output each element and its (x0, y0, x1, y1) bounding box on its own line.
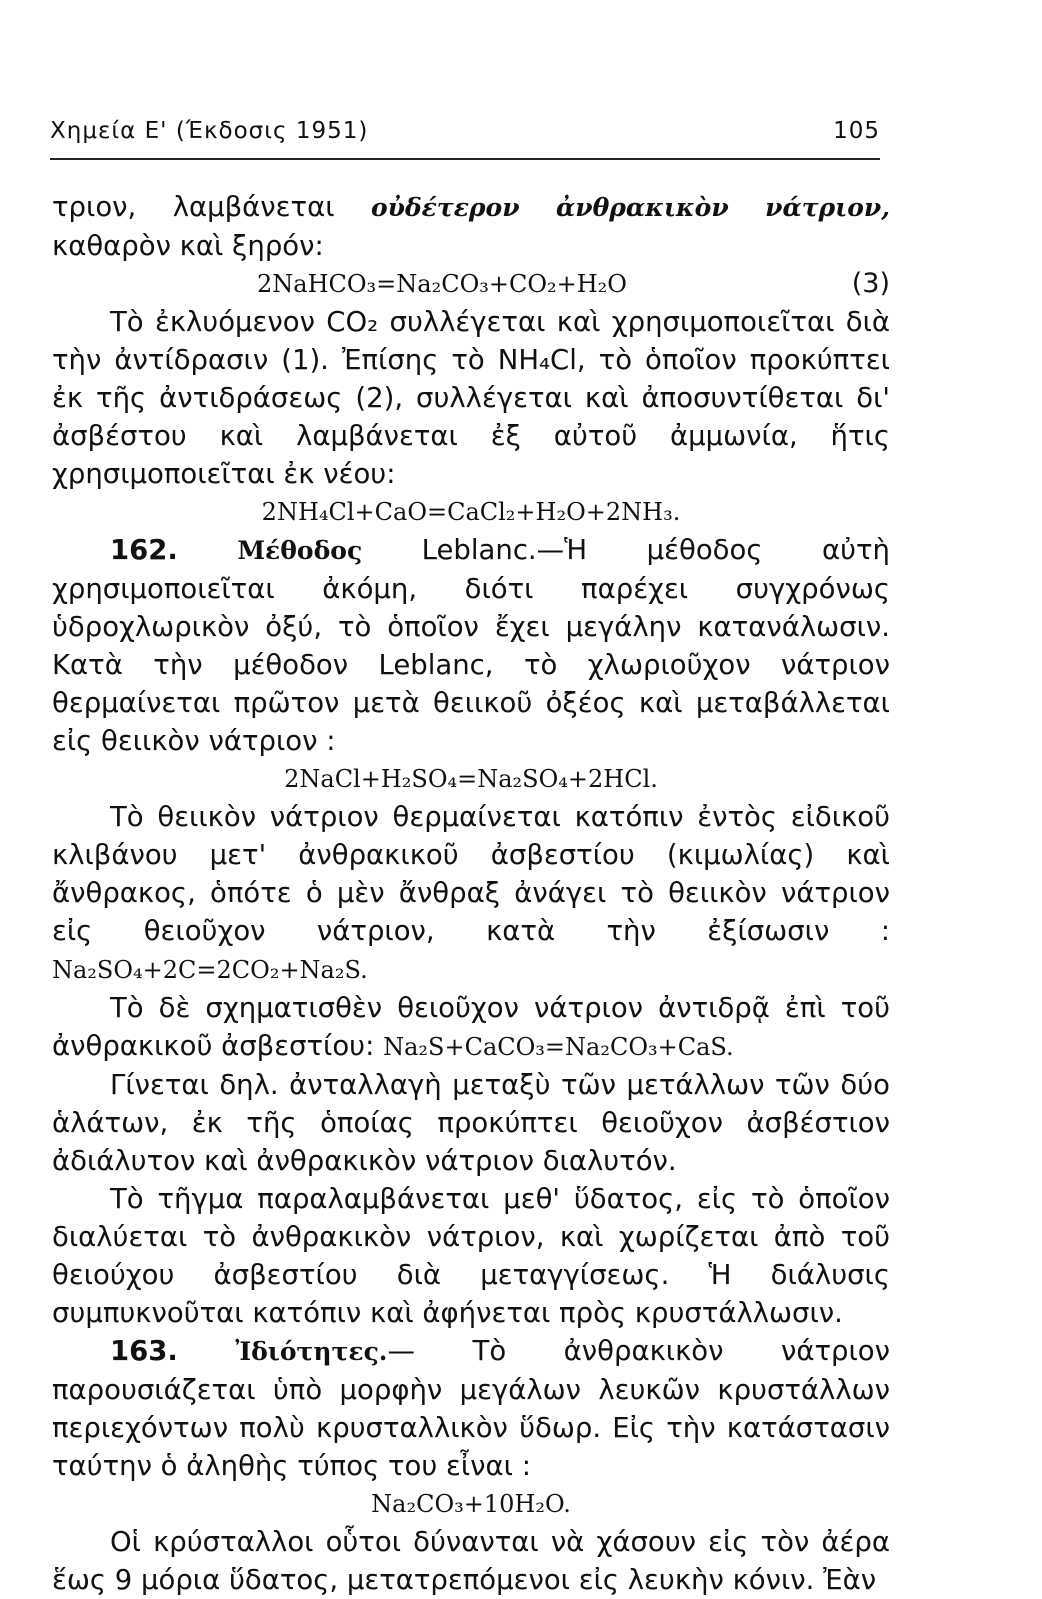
equation-decahydrate: Na₂CO₃+10H₂O. (371, 1490, 571, 1518)
paragraph-exchange: Γίνεται δηλ. ἀνταλλαγὴ μεταξὺ τῶν μετάλλων τῶν δύο ἁλάτων, ἐκ τῆς ὁποίας προκύπτει θειοῦχον ἀσβέστιον ἀδιάλυτον καὶ ἀνθρακικὸν νάτριον διαλυτόν. (52, 1069, 890, 1177)
inline-equation: Na₂SO₄+2C=2CO₂+Na₂S. (52, 956, 368, 984)
header-rule (50, 158, 880, 160)
paragraph-melt: Τὸ τῆγμα παραλαμβάνεται μεθ' ὕδατος, εἰς τὸ ὁποῖον διαλύεται τὸ ἀνθρακικὸν νάτριον, καὶ χωρίζεται ἀπὸ τοῦ θειούχου ἀσβεστίου διὰ μεταγγίσεως. Ἡ διάλυσις συμπυκνοῦται κατόπιν καὶ ἀφήνεται πρὸς κρυστάλλωσιν. (52, 1183, 890, 1329)
paragraph-crystals: Οἱ κρύσταλλοι οὗτοι δύνανται νὰ χάσουν εἰς τὸν ἀέρα ἕως 9 μόρια ὕδατος, μετατρεπόμενοι εἰς λευκὴν κόνιν. Ἐὰν (52, 1526, 890, 1596)
section-163: 163. Ἰδιότητες.— Τὸ ἀνθρακικὸν νάτριον παρουσιάζεται ὑπὸ μορφὴν μεγάλων λευκῶν κρυστάλλων περιεχόντων πολὺ κρυσταλλικὸν ὕδωρ. Εἰς τὴν κατάστασιν ταύτην ὁ ἀληθὴς τύπος του εἶναι : (52, 1335, 890, 1482)
emphasis-term: οὐδέτερον ἀνθρακικὸν νάτριον, (370, 193, 890, 222)
section-number: 163. (110, 1335, 178, 1367)
page-number: 105 (833, 118, 880, 144)
section-number: 162. (110, 534, 178, 566)
equation-ammonia: 2NH₄Cl+CaO=CaCl₂+H₂O+2NH₃. (261, 498, 681, 526)
page-header (50, 118, 880, 144)
paragraph-kiln: Τὸ θειικὸν νάτριον θερμαίνεται κατόπιν ἐντὸς εἰδικοῦ κλιβάνου μετ' ἀνθρακικοῦ ἀσβεστίου (κιμωλίας) καὶ ἄνθρακος, ὁπότε ὁ μὲν ἄνθραξ ἀνάγει τὸ θειικὸν νάτριον εἰς θειοῦχον νάτριον, κατὰ τὴν ἐξίσωσιν : Na₂SO₄+2C=2CO₂+Na₂S. (52, 801, 890, 984)
paragraph-continuation: τριον, λαμβάνεται οὐδέτερον ἀνθρακικὸν νάτριον, καθαρὸν καὶ ξηρόν: (52, 191, 890, 262)
running-title: Χημεία Ε' (Έκδοσις 1951) (50, 118, 369, 144)
paragraph-co2: Τὸ ἐκλυόμενον CO₂ συλλέγεται καὶ χρησιμοποιεῖται διὰ τὴν ἀντίδρασιν (1). Ἐπίσης τὸ NH₄Cl, τὸ ὁποῖον προκύπτει ἐκ τῆς ἀντιδράσεως (2), συλλέγεται καὶ ἀποσυντίθεται δι' ἀσβέστου καὶ λαμβάνεται ἐξ αὐτοῦ ἀμμωνία, ἥτις χρησιμοποιεῖται ἐκ νέου: (52, 306, 890, 490)
equation-3: 2NaHCO₃=Na₂CO₃+CO₂+H₂O (3) (52, 265, 890, 303)
equation-leblanc-1: 2NaCl+H₂SO₄=Na₂SO₄+2HCl. (284, 765, 658, 793)
page-body (52, 188, 890, 1599)
section-162: 162. Μέθοδος Leblanc.—Ἡ μέθοδος αὐτὴ χρησιμοποιεῖται ἀκόμη, διότι παρέχει συγχρόνως ὑδροχλωρικὸν ὀξύ, τὸ ὁποῖον ἔχει μεγάλην κατανάλωσιν. Κατὰ τὴν μέθοδον Leblanc, τὸ χλωριοῦχον νάτριον θερμαίνεται πρῶτον μετὰ θειικοῦ ὀξέος καὶ μεταβάλλεται εἰς θειικὸν νάτριον : (52, 534, 890, 757)
paragraph-sulfide: Τὸ δὲ σχηματισθὲν θειοῦχον νάτριον ἀντιδρᾷ ἐπὶ τοῦ ἀνθρακικοῦ ἀσβεστίου: Na₂S+CaCO₃=Na₂CO₃+CaS. (52, 992, 890, 1062)
inline-equation: Na₂S+CaCO₃=Na₂CO₃+CaS. (383, 1033, 734, 1061)
section-title: Ἰδιότητες. (235, 1337, 388, 1366)
equation-number: (3) (851, 268, 890, 299)
section-title: Μέθοδος (237, 536, 363, 565)
